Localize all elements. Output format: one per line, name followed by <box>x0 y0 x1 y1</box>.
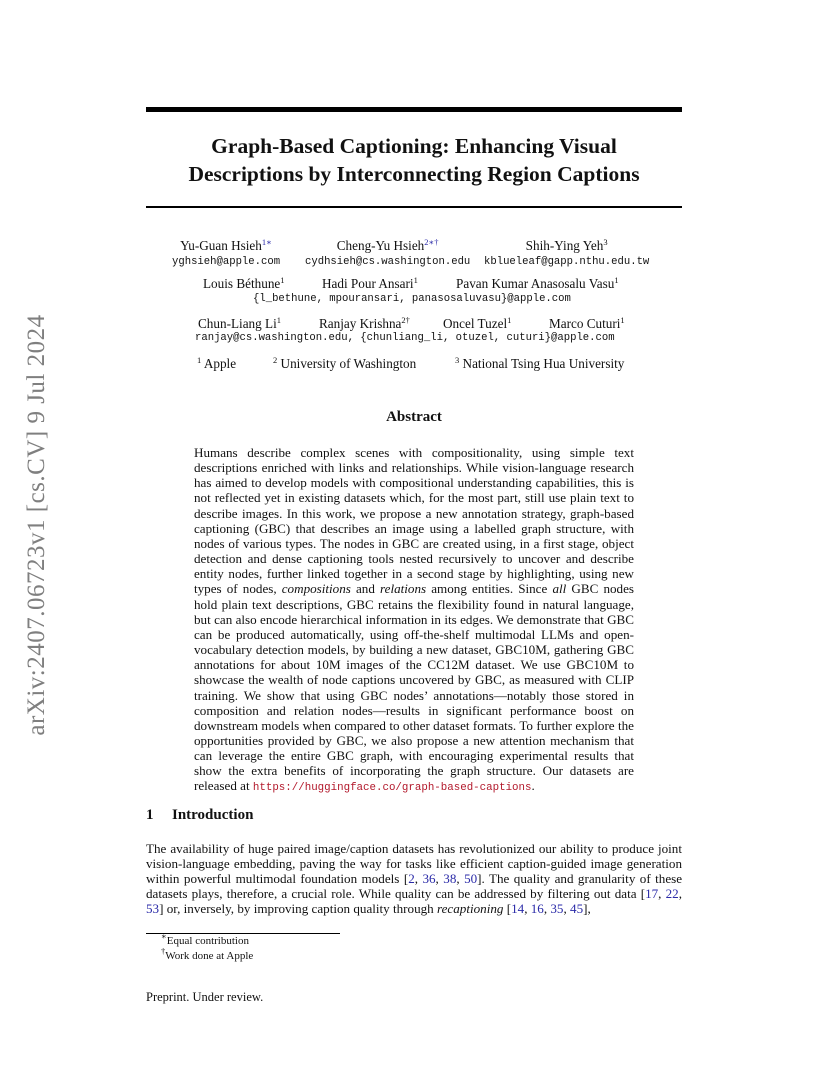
affiliation-university-of-washington: $^2$ University of Washington <box>273 355 417 371</box>
author-marco-cuturi: Marco Cuturi$^1$ <box>549 315 625 331</box>
citation-link[interactable]: 36 <box>422 871 436 887</box>
author-email: kblueleaf@gapp.nthu.edu.tw <box>484 256 650 268</box>
citation-link[interactable]: 14 <box>511 901 525 917</box>
citation-link[interactable]: 35 <box>550 901 564 917</box>
citation-link[interactable]: 22 <box>665 886 679 902</box>
arxiv-identifier: arXiv:2407.06723v1 [cs.CV] 9 Jul 2024 <box>23 314 50 736</box>
title-rule-bottom <box>146 206 682 208</box>
citation-link[interactable]: 53 <box>146 901 160 917</box>
author-chun-liang-li: Chun-Liang Li$^1$ <box>198 315 281 331</box>
citation-link[interactable]: 17 <box>645 886 659 902</box>
author-email: yghsieh@apple.com <box>172 256 281 268</box>
citation-link[interactable]: 38 <box>443 871 457 887</box>
preprint-note: Preprint. Under review. <box>146 990 264 1004</box>
author-yu-guan-hsieh: Yu-Guan Hsieh$^{1∗}$ yghsieh@apple.com <box>172 237 281 268</box>
footnote-work-done-at-apple: †Work done at Apple <box>161 946 254 962</box>
author-ranjay-krishna: Ranjay Krishna$^{2\dagger}$ <box>319 315 410 331</box>
citation-link[interactable]: 50 <box>464 871 478 887</box>
affiliation-apple: $^1$ Apple <box>197 355 237 371</box>
dataset-link[interactable]: https://huggingface.co/graph-based-captions <box>252 782 532 795</box>
author-hadi-pour-ansari: Hadi Pour Ansari$^1$ <box>322 275 418 291</box>
author-cheng-yu-hsieh: Cheng-Yu Hsieh$^{2∗\dagger}$ cydhsieh@cs.washington.edu <box>305 237 471 268</box>
footnote-rule <box>146 933 340 934</box>
author-louis-bethune: Louis Béthune$^1$ <box>203 275 285 291</box>
author-emails-row3: ranjay@cs.washington.edu, {chunliang_li, otuzel, cuturi}@apple.com <box>195 332 615 344</box>
abstract-heading: Abstract <box>386 409 442 425</box>
footnote-equal-contribution: ∗Equal contribution <box>161 931 249 947</box>
author-email: cydhsieh@cs.washington.edu <box>305 256 471 268</box>
citation-link[interactable]: 16 <box>530 901 544 917</box>
citation-link[interactable]: 45 <box>570 901 584 917</box>
citation-link[interactable]: 2 <box>408 871 415 887</box>
title-rule-top <box>146 107 682 112</box>
author-emails-row2: {l_bethune, mpouransari, panasosaluvasu}@apple.com <box>253 293 571 305</box>
paper-title: Graph-Based Captioning: Enhancing Visual Descriptions by Interconnecting Region Captions <box>188 134 640 186</box>
intro-paragraph: The availability of huge paired image/caption datasets has revolutionized our ability to produce joint vision-language embedding, paving the way for tasks like efficient caption-guided image generation within powerful multimodal foundation models [2, 36, 38, 50]. The quality and granularity of these datasets plays, therefore, a crucial role. While quality can be addressed by filtering out data [17, 22, 53] or, inversely, by improving caption quality through recaptioning [14, 16, 35, 45], <box>146 841 683 917</box>
abstract-body: Humans describe complex scenes with compositionality, using simple text descriptions enriched with links and relationships. While vision-language research has aimed to develop models with compositional understanding capabilities, this is not reflected yet in existing datasets which, for the most part, still use plain text to describe images. In this work, we propose a new annotation strategy, graph-based captioning (GBC) that describes an image using a labelled graph structure, with nodes of various types. The nodes in GBC are created using, in a first stage, object detection and dense captioning tools nested recursively to uncover and describe entity nodes, further linked together in a second stage by highlighting, using new types of nodes, compositions and relations among entities. Since all GBC nodes hold plain text descriptions, GBC retains the flexibility found in natural language, but can also encode hierarchical information in its edges. We demonstrate that GBC can be produced automatically, using off-the-shelf multimodal LLMs and open-vocabulary detection models, by building a new dataset, GBC10M, gathering GBC annotations for about 10M images of the CC12M dataset. We use GBC10M to showcase the wealth of node captions uncovered by GBC, as measured with CLIP training. We show that using GBC nodes’ annotations—notably those stored in composition and relation nodes—results in significant performance boost on downstream models when compared to other dataset formats. To further explore the opportunities provided by GBC, we also propose a new attention mechanism that can leverage the entire GBC graph, with encouraging experimental results that show the extra benefits of incorporating the graph structure. Our datasets are released at https://huggingface.co/graph-based-captions. <box>194 445 634 795</box>
affiliation-national-tsing-hua: $^3$ National Tsing Hua University <box>455 355 625 371</box>
author-pavan-kumar-anasosalu-vasu: Pavan Kumar Anasosalu Vasu$^1$ <box>456 275 619 291</box>
author-oncel-tuzel: Oncel Tuzel$^1$ <box>443 315 512 331</box>
section-heading-introduction: 1 Introduction <box>146 807 254 823</box>
author-shih-ying-yeh: Shih-Ying Yeh$^3$ kblueleaf@gapp.nthu.edu.tw <box>484 237 650 268</box>
